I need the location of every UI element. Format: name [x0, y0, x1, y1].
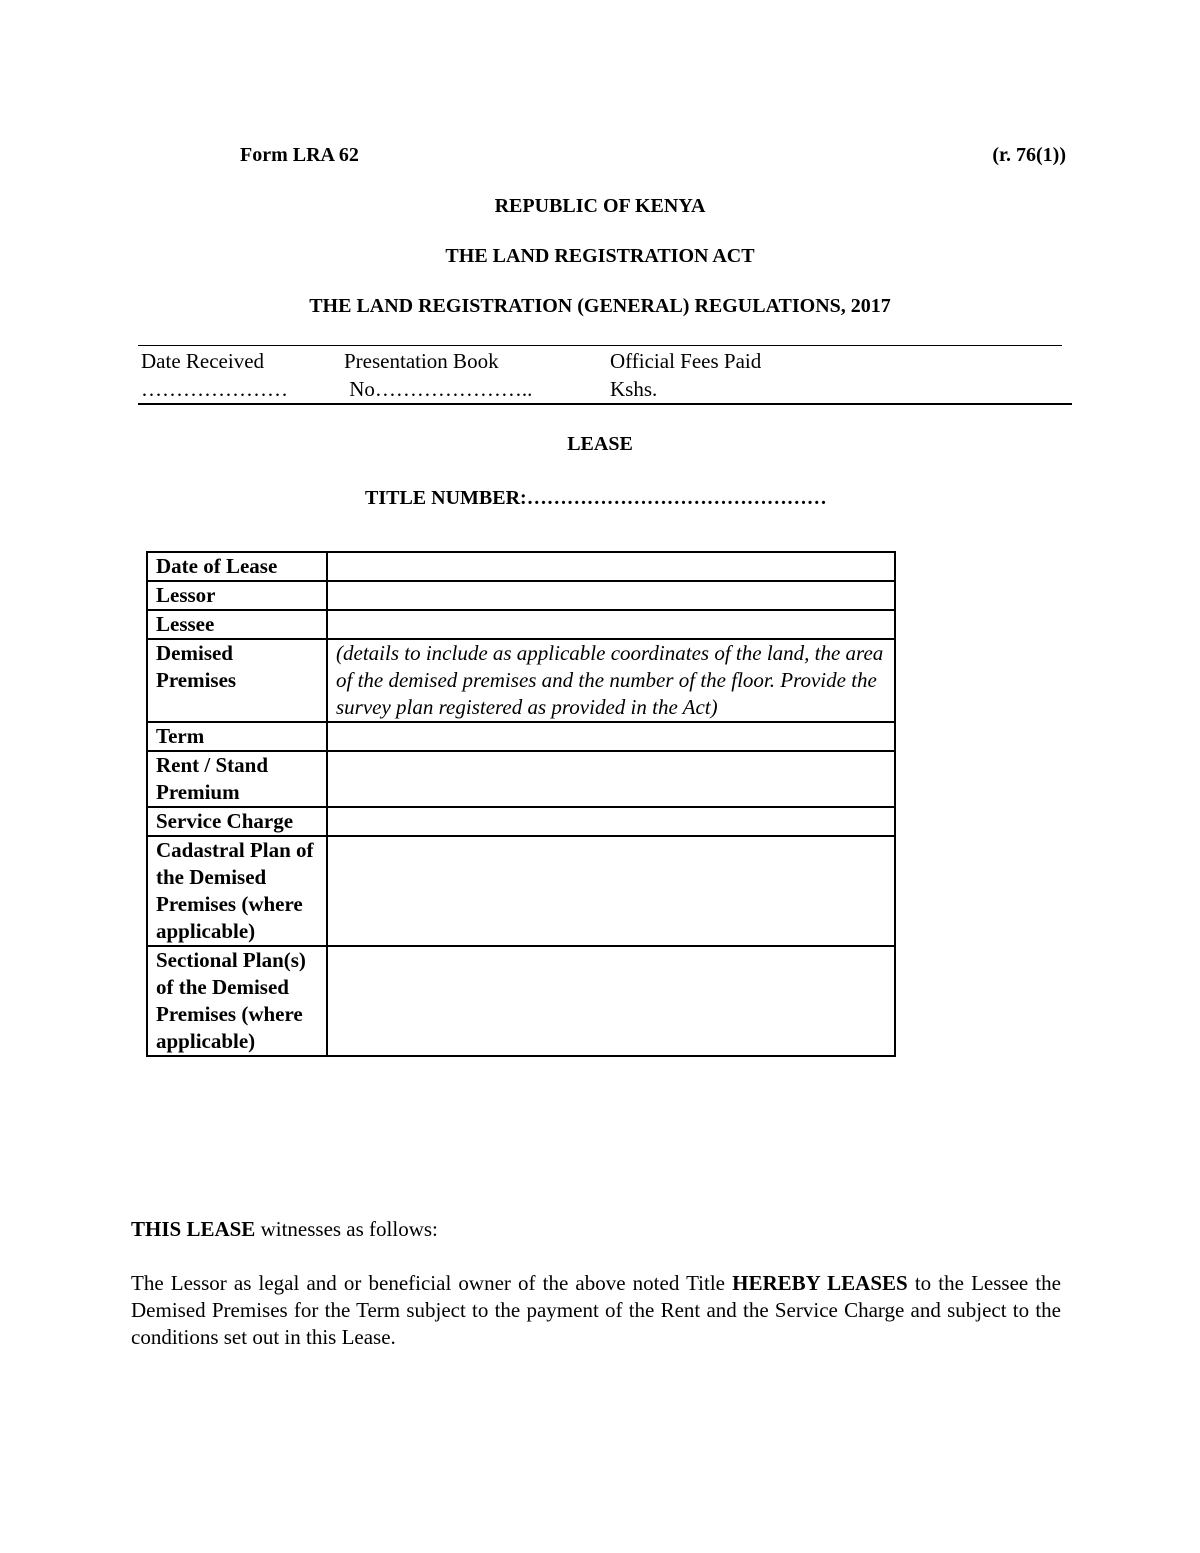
lease-particulars-table	[146, 551, 896, 1057]
row-label-sectional-plan: Sectional Plan(s) of the Demised Premises (where applicable)	[147, 946, 327, 1056]
rule-reference: (r. 76(1))	[992, 144, 1066, 166]
row-value-sectional-plan	[327, 946, 895, 1056]
official-fees-field	[610, 347, 761, 403]
table-row	[147, 807, 895, 836]
act-heading: THE LAND REGISTRATION ACT	[445, 245, 755, 267]
row-value-rent	[327, 751, 895, 807]
row-value-date-of-lease	[327, 552, 895, 581]
presentation-book-field	[344, 347, 532, 403]
row-label-lessor: Lessor	[147, 581, 327, 610]
receipt-bottom-rule	[138, 403, 1072, 405]
lease-grant-paragraph	[131, 1270, 1061, 1351]
row-label-service-charge: Service Charge	[147, 807, 327, 836]
presentation-book-number: No…………………..	[344, 377, 533, 401]
table-row	[147, 751, 895, 807]
table-row	[147, 552, 895, 581]
receipt-top-rule	[138, 345, 1062, 346]
grant-text-end: to the Lessee the Demised Premises for the Term subject to the payment of the Rent and the Service Charge and subject to the conditions set out in this Lease.	[131, 1271, 1062, 1349]
date-received-dots: …………………	[141, 377, 288, 401]
row-value-service-charge	[327, 807, 895, 836]
table-row	[147, 722, 895, 751]
table-row	[147, 836, 895, 946]
row-value-lessor	[327, 581, 895, 610]
grant-text-start: The Lessor as legal and or beneficial owner of the above noted Title	[131, 1271, 733, 1295]
row-value-term	[327, 722, 895, 751]
witness-text: witnesses as follows:	[255, 1217, 438, 1241]
hereby-leases-bold: HEREBY LEASES	[732, 1271, 908, 1295]
witness-paragraph	[131, 1216, 1061, 1243]
date-received-field	[141, 347, 288, 403]
row-value-cadastral-plan	[327, 836, 895, 946]
this-lease-bold: THIS LEASE	[131, 1217, 256, 1241]
table-row	[147, 581, 895, 610]
table-row	[147, 610, 895, 639]
form-label: Form LRA 62	[240, 144, 359, 166]
regulations-heading: THE LAND REGISTRATION (GENERAL) REGULATIONS, 2017	[309, 295, 891, 317]
presentation-book-label: Presentation Book	[344, 349, 499, 373]
official-fees-label: Official Fees Paid	[610, 349, 762, 373]
row-label-term: Term	[147, 722, 327, 751]
title-number: TITLE NUMBER:………………………………………	[365, 487, 827, 509]
row-label-demised-premises: Demised Premises	[147, 639, 327, 722]
row-label-cadastral-plan: Cadastral Plan of the Demised Premises (where applicable)	[147, 836, 327, 946]
table-row	[147, 946, 895, 1056]
republic-heading: REPUBLIC OF KENYA	[494, 195, 706, 217]
table-row	[147, 639, 895, 722]
row-value-demised-premises: (details to include as applicable coordinates of the land, the area of the demised premises and the number of the floor. Provide the survey plan registered as provided in the Act)	[327, 639, 895, 722]
row-label-lessee: Lessee	[147, 610, 327, 639]
date-received-label: Date Received	[141, 349, 265, 373]
row-label-date-of-lease: Date of Lease	[147, 552, 327, 581]
kshs-label: Kshs.	[610, 377, 658, 401]
lease-title: LEASE	[567, 433, 633, 455]
row-label-rent: Rent / Stand Premium	[147, 751, 327, 807]
row-value-lessee	[327, 610, 895, 639]
